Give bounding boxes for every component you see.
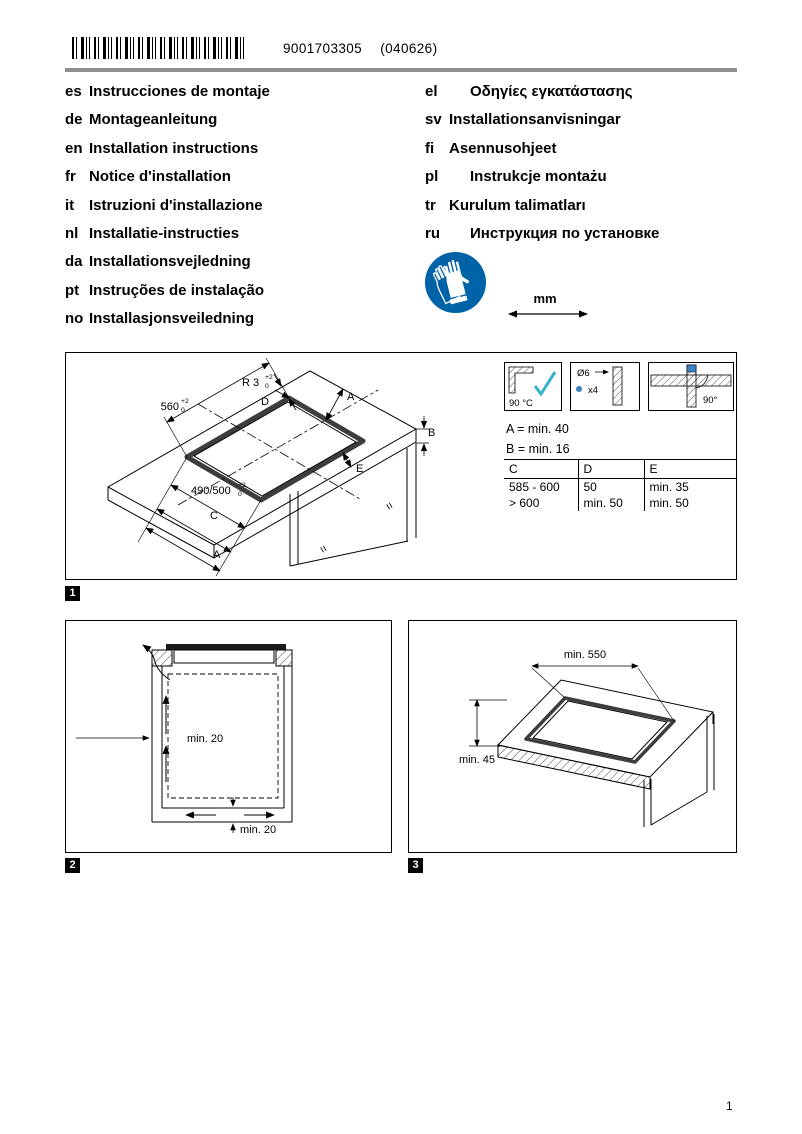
language-item <box>425 78 659 106</box>
dim-depth-label: 490/500 <box>191 485 231 497</box>
figure-2-ventilation <box>65 620 392 853</box>
language-code: sv <box>425 111 442 129</box>
figure-2-badge: 2 <box>65 858 80 873</box>
table-header-row <box>504 460 736 479</box>
dim-c-label: C <box>210 510 218 522</box>
language-code: nl <box>65 224 79 242</box>
inset-pictograms <box>504 362 734 411</box>
inset-drill-diameter <box>570 362 640 411</box>
language-label: Οδηγίες εγκατάστασης <box>470 83 633 100</box>
language-item <box>65 220 270 248</box>
language-item <box>65 106 270 134</box>
figure-3-clearance <box>408 620 737 853</box>
diameter-label: Ø6 <box>577 368 590 379</box>
dim-b-label: B <box>428 427 436 439</box>
note-a: A = min. 40 <box>506 422 569 436</box>
angle-label: 90° <box>703 395 718 406</box>
clearance-label: min. 45 <box>458 754 496 766</box>
language-item <box>425 163 659 191</box>
temperature-label: 90 °C <box>509 398 533 409</box>
page-number: 1 <box>726 1099 733 1113</box>
language-label: Kurulum talimatları <box>449 196 586 214</box>
language-code: pl <box>425 168 439 186</box>
document-id <box>283 41 452 56</box>
col-header-c: C <box>504 460 578 479</box>
hob-body-section <box>174 650 274 663</box>
language-item <box>425 106 659 134</box>
clearance-perspective-drawing <box>411 622 733 849</box>
language-label: Asennusohjeet <box>449 139 557 157</box>
drill-tip-icon <box>687 365 696 372</box>
inset-drill-angle <box>648 362 734 411</box>
dim-width-tol-sup: +2 <box>181 398 189 405</box>
dim-radius-label: R 3 <box>242 377 260 389</box>
worktop-section-left <box>152 650 172 666</box>
language-code: tr <box>425 196 436 214</box>
cell: min. 50 <box>578 495 644 511</box>
language-item <box>65 78 270 106</box>
table-row <box>504 479 736 496</box>
side-gap-label: min. 20 <box>187 733 224 745</box>
header-divider <box>65 68 737 72</box>
language-label: Istruzioni d'installazione <box>89 196 263 214</box>
dimension-table <box>504 459 736 511</box>
language-code: fr <box>65 168 76 186</box>
cell: > 600 <box>509 496 540 510</box>
checkmark-icon <box>535 372 555 394</box>
language-code: de <box>65 111 83 129</box>
language-label: Instrucciones de montaje <box>89 83 270 100</box>
language-label: Installation instructions <box>89 139 259 157</box>
language-item <box>425 220 659 248</box>
language-label: Installationsvejledning <box>89 253 251 271</box>
cell: min. 50 <box>644 495 736 511</box>
equal-mark: = <box>381 499 398 513</box>
dimension-lines <box>146 363 424 571</box>
mm-unit-scale <box>503 292 593 322</box>
dim-a-bottom-label: A <box>213 549 221 561</box>
dim-d-label: D <box>261 396 269 408</box>
count-label: x4 <box>588 385 599 396</box>
dimension-arrows <box>76 738 233 833</box>
language-item <box>65 135 270 163</box>
language-label: Instruções de instalação <box>89 281 265 299</box>
dim-a-top-label: A <box>347 391 355 403</box>
ventilation-section-drawing <box>68 622 388 849</box>
language-item <box>65 248 270 276</box>
language-item <box>65 277 270 305</box>
language-code: pt <box>65 281 80 299</box>
language-code: fi <box>425 139 435 157</box>
figure-3-badge: 3 <box>408 858 423 873</box>
language-item <box>65 192 270 220</box>
figure-1-badge: 1 <box>65 586 80 601</box>
arrow-left-icon <box>508 310 517 317</box>
cell: min. 35 <box>644 479 736 496</box>
arrow-right-icon <box>579 310 588 317</box>
language-list-right <box>425 78 659 248</box>
figure-1-cutout-dimensions <box>65 352 737 580</box>
dowel-icon <box>613 367 622 405</box>
dimension-notes <box>506 419 570 459</box>
extension-lines <box>138 358 429 576</box>
table-row <box>504 495 736 511</box>
dim-depth-tol-sup: +2 <box>238 482 246 489</box>
dim-width-tol-sub: 0 <box>181 407 185 414</box>
cell: 585 - 600 <box>509 480 560 494</box>
airflow-arrows <box>143 645 274 815</box>
document-code: (040626) <box>380 41 438 56</box>
language-item <box>425 192 659 220</box>
dim-radius-tol-sup: +2 <box>265 374 273 381</box>
language-label: Instrukcje montażu <box>470 168 607 186</box>
language-label: Инструкция по установке <box>470 224 660 242</box>
document-number: 9001703305 <box>283 41 363 56</box>
language-label: Installatie-instructies <box>89 224 240 242</box>
language-item <box>65 305 270 333</box>
equal-mark: = <box>315 542 332 556</box>
language-label: Installationsanvisningar <box>449 111 621 129</box>
worktop-section-right <box>276 650 292 666</box>
language-code: no <box>65 310 84 328</box>
arrow-icon <box>603 370 609 375</box>
language-code: da <box>65 253 83 271</box>
screw-dot-icon <box>576 386 582 392</box>
dim-radius-tol-sub: 0 <box>265 383 269 390</box>
language-item <box>425 135 659 163</box>
language-code: ru <box>425 224 440 242</box>
barcode <box>72 37 244 59</box>
worktop-corner-icon <box>509 367 533 393</box>
language-list-left <box>65 78 270 334</box>
language-label: Notice d'installation <box>89 168 231 186</box>
hob-glass-section <box>166 644 286 650</box>
note-b: B = min. 16 <box>506 442 570 456</box>
extension-lines <box>469 668 674 746</box>
inset-heat-resistance <box>504 362 562 411</box>
dim-e-label: E <box>356 463 364 475</box>
width-label: min. 550 <box>563 649 607 661</box>
dim-width-label: 560 <box>160 401 179 413</box>
col-header-e: E <box>644 460 736 479</box>
language-code: en <box>65 139 83 157</box>
language-item <box>65 163 270 191</box>
language-label: Montageanleitung <box>89 111 218 129</box>
language-label: Installasjonsveiledning <box>89 310 255 328</box>
cabinet-legs <box>644 714 714 827</box>
language-code: es <box>65 83 82 100</box>
dim-depth-tol-sub: 0 <box>238 491 242 498</box>
language-code: it <box>65 196 75 214</box>
mm-label: mm <box>533 292 557 306</box>
col-header-d: D <box>578 460 644 479</box>
cutout-isometric-drawing <box>68 354 511 576</box>
cell: 50 <box>578 479 644 496</box>
protective-gloves-icon <box>424 251 487 314</box>
language-code: el <box>425 83 438 100</box>
bottom-gap-label: min. 20 <box>240 824 277 836</box>
